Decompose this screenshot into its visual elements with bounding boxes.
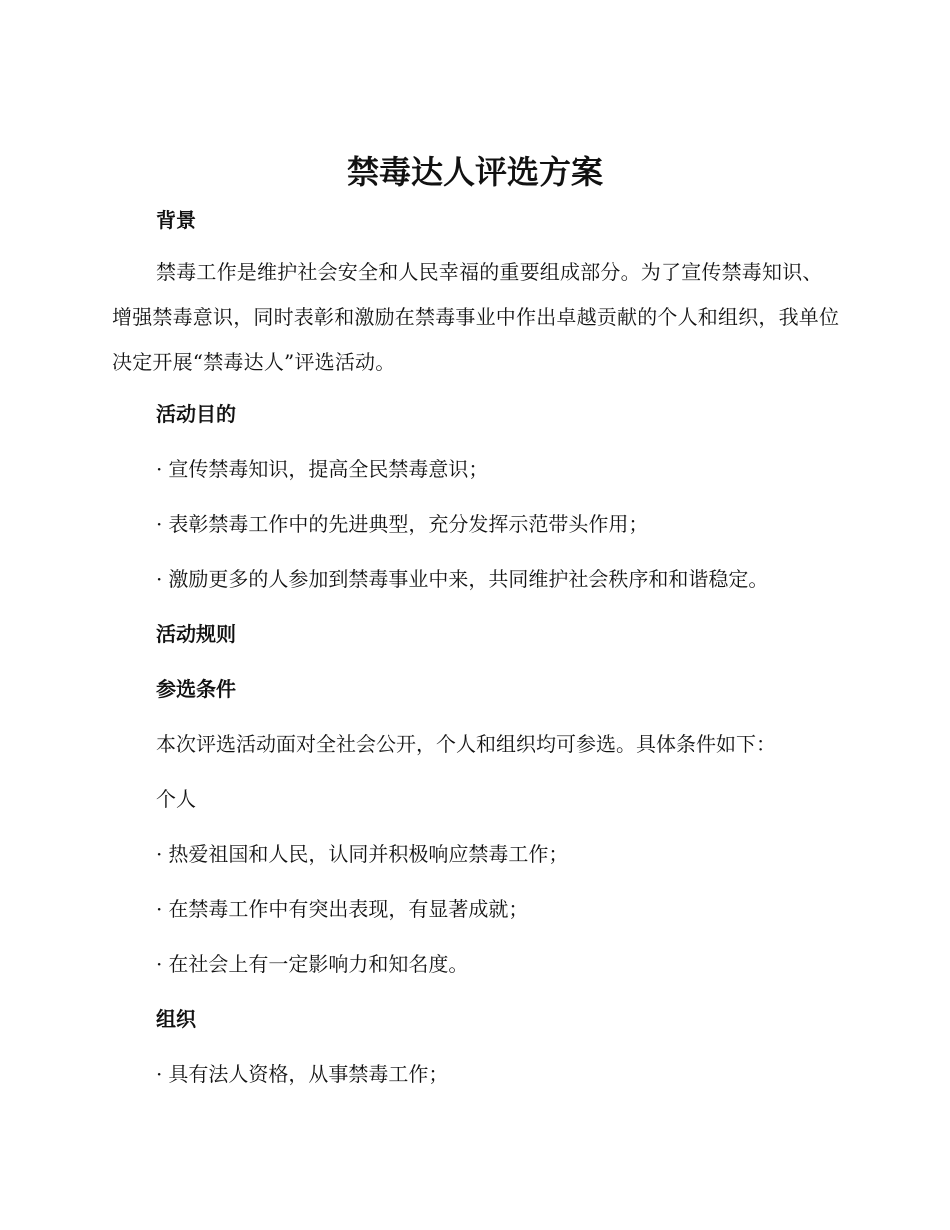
section-heading-purpose: 活动目的 <box>156 402 236 426</box>
individual-item <box>156 895 528 923</box>
background-paragraph: 禁毒工作是维护社会安全和人民幸福的重要组成部分。为了宣传禁毒知识、增强禁毒意识，同时表彰和激励在禁毒事业中作出卓越贡献的个人和组织，我单位决定开展“禁毒达人”评选活动。 <box>112 260 840 374</box>
individual-item-text: 热爱祖国和人民，认同并积极响应禁毒工作； <box>168 842 569 866</box>
bullet-icon: · <box>156 1062 163 1086</box>
bullet-icon: · <box>156 842 163 866</box>
purpose-item <box>156 565 768 593</box>
section-heading-background: 背景 <box>156 208 196 232</box>
eligibility-intro: 本次评选活动面对全社会公开，个人和组织均可参选。具体条件如下： <box>156 732 776 756</box>
bullet-icon: · <box>156 952 163 976</box>
individual-item-text: 在社会上有一定影响力和知名度。 <box>168 952 469 976</box>
subsection-heading-organization: 组织 <box>156 1007 196 1031</box>
purpose-item-text: 表彰禁毒工作中的先进典型，充分发挥示范带头作用； <box>168 512 649 536</box>
bullet-icon: · <box>156 897 163 921</box>
individual-item <box>156 840 568 868</box>
purpose-item <box>156 455 488 483</box>
purpose-item-text: 宣传禁毒知识，提高全民禁毒意识； <box>168 457 489 481</box>
bullet-icon: · <box>156 512 163 536</box>
purpose-item-text: 激励更多的人参加到禁毒事业中来，共同维护社会秩序和和谐稳定。 <box>168 567 769 591</box>
bullet-icon: · <box>156 457 163 481</box>
organization-item-text: 具有法人资格，从事禁毒工作； <box>168 1062 449 1086</box>
individual-item-text: 在禁毒工作中有突出表现，有显著成就； <box>168 897 529 921</box>
bullet-icon: · <box>156 567 163 591</box>
section-heading-rules: 活动规则 <box>156 622 236 646</box>
subsection-heading-individual: 个人 <box>156 787 196 811</box>
individual-item <box>156 950 468 978</box>
organization-item <box>156 1060 448 1088</box>
purpose-item <box>156 510 648 538</box>
document-title: 禁毒达人评选方案 <box>346 153 603 191</box>
subsection-heading-eligibility: 参选条件 <box>156 677 236 701</box>
